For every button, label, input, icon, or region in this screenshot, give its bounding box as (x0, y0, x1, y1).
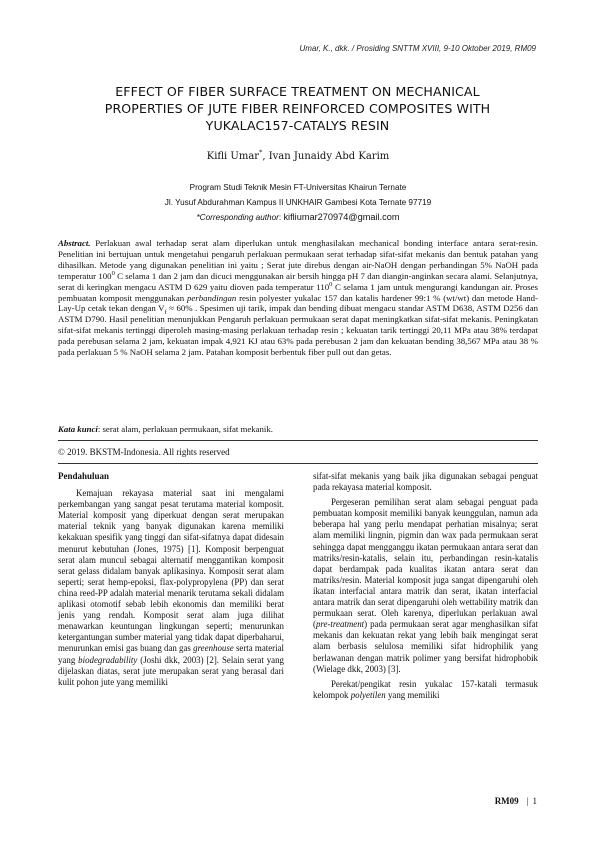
abstract-label: Abstract. (58, 238, 91, 248)
left-column (58, 471, 284, 692)
paragraph: sifat-sifat mekanis yang baik jika digunakan sebagai penguat pada rekayasa material komposit. (313, 471, 538, 493)
abstract-text: C selama 1 jam untuk mengurangi kandungan air. Proses pembuatan komposit menggunakan (58, 281, 538, 303)
copyright: © 2019. BKSTM-Indonesia. All rights reserved (58, 447, 230, 457)
paragraph: Pergeseran pemilihan serat alam sebagai penguat pada pembuatan komposit memiliki banyak keunggulan, namun ada beberapa hal yang perlu mendapat perhatian misalnya; serat alam memiliki lingnin, pigmin dan wax pada permukaan serat sehingga dapat mengganggu ikatan permukaan antara serat dan matriks/resin-katalis, selain itu, perbandingan resin-katalis dapat berdampak pada kualitas ikatan antara serat dan matriks/resin. Material komposit juga sangat dipengaruhi oleh ikatan interfacial antara matrik dan serat, ikatan interfacial antara matrik dan serat dipengaruhi oleh wettability matrik dan permukaan serat. Oleh karenya, diperlukan perlakuan awal (pre-treatment) pada permukaan serat agar menghasilkan sifat mekanis dan kekuatan rekat yang lebih baik mengingat serat alam berbasis selulosa memiliki sifat hidrophilik yang berlawanan dengan matrik polimer yang bersifat hidrophobik (Wielage dkk, 2003) [3]. (313, 497, 538, 674)
abstract (58, 238, 538, 358)
abstract-text: Perlakuan awal terhadap serat alam diperlukan untuk menghasilakan mechanical bonding interface antara serat-resin. Penelitian ini bertujuan untuk mengetahui pengaruh perlakuan permukaan serat terhadap sifat-sifat mekanis dan bentuk patahan yang dihasilkan. Metode yang digunakan penelitian ini yaitu ; Serat jute direbus dengan air-NaOH dengan perbandingan 5% NaOH pada temperatur 100 (58, 238, 538, 281)
running-header: Umar, K., dkk. / Prosiding SNTTM XVIII, 9-10 Oktober 2019, RM09 (299, 44, 536, 53)
author-name: , Ivan Junaidy Abd Karim (262, 151, 390, 162)
author-name: Kifli Umar (206, 151, 260, 162)
superscript: 0 (111, 269, 115, 277)
right-column (313, 471, 538, 705)
author-list (60, 148, 536, 162)
paper-title (70, 83, 525, 134)
title-line-2: PROPERTIES OF JUTE FIBER REINFORCED COMPOSITES WITH (104, 101, 491, 116)
keywords (58, 424, 538, 434)
abstract-text: ≈ 60% . Spesimen uji tarik, impak dan bending dibuat mengacu standar ASTM D638, ASTM D256 dan ASTM D790. Hasil penelitian menunjukkan Pengaruh perlakuan permukaan serat dapat meningkatkan sifat-sifat mekanis. Peningkatan sifat-sifat mekanis tertinggi diperoleh masing-masing perlakuan terhadap resin ; kekuatan tarik tertinggi 20,11 MPa atau 38% terdapat pada perebusan selama 2 jam, kekuatan impak 4,921 KJ atau 63% pada perebusan 2 jam dan kekuatan bending 38,567 MPa atau 38 % pada perlakuan 5 % NaOH selama 2 jam. Patahan komposit berbentuk fiber pull out dan getas. (58, 303, 539, 358)
corresponding-author (60, 212, 536, 222)
footer-separator: | (526, 796, 529, 806)
paper-code: RM09 (494, 796, 519, 806)
abstract-text: C selama 1 dan 2 jam dan dicuci menggunakan air bersih hingga pH 7 dan diangin-anginkan secara alami. Selanjutnya, serat di keringkan mengacu ASTM D 629 yaitu dioven pada temperatur 110 (58, 270, 538, 292)
affiliation-program: Program Studi Teknik Mesin FT-Universitas Khairun Ternate (189, 183, 407, 192)
divider (58, 440, 538, 441)
abstract-italic: perbandingan (186, 292, 237, 303)
superscript: 0 (329, 280, 333, 288)
title-line-3: YUKALAC157-CATALYS RESIN (205, 118, 390, 133)
affiliation-address: Jl. Yusuf Abdurahman Kampus II UNKHAIR Gambesi Kota Ternate 97719 (164, 198, 432, 207)
page-number: 1 (532, 796, 537, 806)
section-heading: Pendahuluan (58, 471, 110, 481)
abstract-text: resin polyester yukalac 157 dan katalis hardener 99:1 % (wt/wt) dan metode Hand-Lay-Up cetak tekan dengan V (58, 292, 538, 314)
corresponding-label: *Corresponding author (196, 213, 279, 222)
keywords-label: Kata kunci (58, 424, 98, 434)
paragraph: Perekat/pengikat resin yukalac 157-katali termasuk kelompok polyetilen yang memiliki (313, 678, 538, 700)
corresponding-sep: : (278, 213, 284, 222)
divider (58, 463, 538, 464)
corresponding-email: kifliumar270974@gmail.com (283, 212, 400, 222)
paragraph: Kemajuan rekayasa material saat ini mengalami perkembangan yang sangat pesat terutama material komposit. Material komposit yang diperkuat dengan serat merupakan material teknik yang banyak digunakan karena memiliki kekakuan spesifik yang tinggi dan sifat-sifatnya dapat didesain menurut kebutuhan (Jones, 1975) [1]. Komposit berpenguat serat alam muncul sebagai alternatif menggantikan komposit serat gelass didalam banyak aplikasinya. Komposit serat alam seperti; serat hemp-epoksi, flax-polypropylena (PP) dan serat china reed-PP adalah material menarik terutama sekali didalam aplikasi otomotif sebab lebih ekonomis dan memiliki berat jenis yang rendah. Komposit serat alam juga dilihat menawarkan keuntungan lingkungan seperti; menurunkan ketergantungan sumber material yang tidak dapat diperbaharui, menurunkan emisi gas buang dan gas greenhouse serta material yang biodegradability (Joshi dkk, 2003) [2]. Selain serat yang dijelaskan diatas, serat jute merupakan serat yang berasal dari kulit pohon jute yang memiliki (58, 488, 284, 687)
page-footer (495, 796, 537, 806)
subscript: f (164, 309, 167, 317)
keywords-text: : serat alam, perlakuan permukaan, sifat mekanik. (97, 424, 273, 434)
title-line-1: EFFECT OF FIBER SURFACE TREATMENT ON MECHANICAL (115, 84, 480, 99)
corresponding-mark: * (259, 148, 263, 157)
